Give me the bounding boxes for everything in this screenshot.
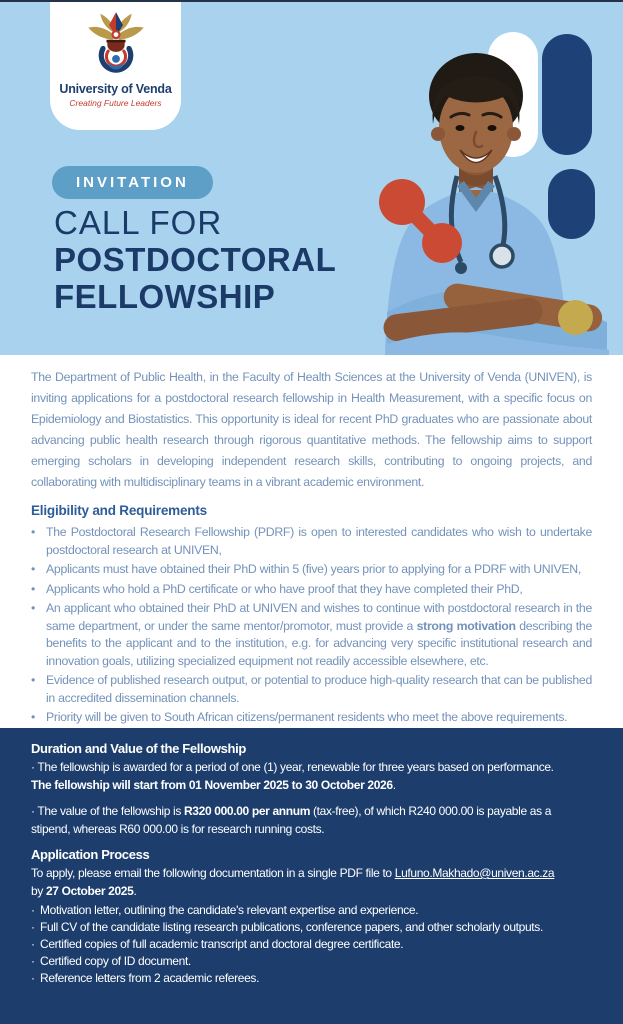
application-document-item (31, 936, 592, 953)
duration-award-line: · The fellowship is awarded for a period of one (1) year, renewable for three years based on performance. (31, 760, 554, 774)
gold-dot-shape (558, 300, 593, 335)
application-email-link[interactable]: Lufuno.Makhado@univen.ac.za (394, 866, 555, 880)
bullet-marker: • (31, 562, 36, 576)
application-intro-pre: To apply, please email the following documentation in a single PDF file to (31, 866, 395, 880)
univen-crest-icon (77, 10, 155, 80)
logo-card (50, 2, 181, 130)
eligibility-heading: Eligibility and Requirements (31, 503, 207, 518)
poster-title (54, 204, 336, 315)
application-document-item (31, 953, 592, 970)
bullet-marker: • (31, 581, 36, 596)
bullet-text-pre: An applicant who obtained their PhD at UNIVEN and wishes to continue with postdoctoral research in the same department, or under the same mentor/promotor, must provide a (46, 601, 592, 633)
strong-motivation-emphasis: strong motivation (416, 618, 516, 633)
application-document-item (31, 970, 592, 987)
deadline-period: . (133, 884, 137, 898)
document-text: Full CV of the candidate listing research publications, conference papers, and other scholarly outputs. (40, 920, 543, 934)
value-line (31, 802, 592, 838)
eligibility-item (31, 672, 592, 707)
title-line-1: CALL FOR (54, 204, 223, 241)
eligibility-item (31, 524, 592, 559)
document-text: Certified copies of full academic transcript and doctoral degree certificate. (40, 937, 404, 951)
eligibility-list (31, 524, 592, 727)
dot-marker: · (31, 954, 35, 968)
application-document-item (31, 919, 592, 936)
bullet-marker: • (31, 710, 36, 724)
document-text: Reference letters from 2 academic referees. (40, 971, 260, 985)
bullet-marker: • (31, 525, 36, 539)
deadline-pre: by (31, 884, 46, 898)
bullet-text: The Postdoctoral Research Fellowship (PDRF) is open to interested candidates who wish to undertake postdoctoral research at UNIVEN, (46, 525, 592, 557)
bullet-marker: • (31, 601, 36, 615)
value-post: (tax-free), of which R240 000.00 is payable as a stipend, whereas R60 000.00 is for research running costs. (31, 804, 552, 836)
bullet-text (46, 600, 592, 670)
title-line-2: POSTDOCTORAL (54, 241, 337, 278)
overview-section (0, 355, 623, 728)
details-section (0, 728, 623, 1024)
application-intro-line (31, 864, 592, 882)
application-deadline-line (31, 882, 592, 900)
dot-marker: · (31, 903, 35, 917)
invitation-badge: INVITATION (52, 166, 213, 199)
application-heading: Application Process (31, 847, 150, 862)
red-molecule-shape (374, 174, 466, 268)
deadline-date-emphasis: 27 October 2025 (45, 884, 134, 898)
title-line-3: FELLOWSHIP (54, 278, 276, 315)
dot-marker: · (31, 937, 35, 951)
dot-marker: · (31, 971, 35, 985)
logo-tagline: Creating Future Leaders (69, 98, 162, 108)
eligibility-item (31, 581, 592, 599)
value-amount-emphasis: R320 000.00 per annum (183, 804, 311, 818)
eligibility-item (31, 600, 592, 670)
logo-institution-name: University of Venda (59, 82, 172, 96)
value-pre: · The value of the fellowship is (31, 804, 184, 818)
application-document-list (31, 902, 592, 987)
start-date-emphasis: The fellowship will start from 01 November 2025 to 30 October 2026 (31, 778, 393, 792)
bullet-text-post: describing the benefits to the applicant and to the institution, e.g. for advancing very specific institutional research and innovation goals, utilizing specialized equipment not readily accessible elsewhere, etc. (46, 618, 592, 668)
start-date-period: . (392, 778, 396, 792)
bullet-text: Priority will be given to South African citizens/permanent residents who meet the above requirements. (46, 710, 568, 724)
hero-section (0, 2, 623, 355)
bullet-text: Evidence of published research output, or potential to produce high-quality research that can be published in accredited dissemination channels. (46, 673, 592, 705)
application-document-item (31, 902, 592, 919)
duration-heading: Duration and Value of the Fellowship (31, 741, 246, 756)
bullet-text: Applicants who hold a PhD certificate or who have proof that they have completed their PhD, (46, 581, 523, 596)
eligibility-item (31, 561, 592, 579)
document-text: Motivation letter, outlining the candidate's relevant expertise and experience. (40, 903, 419, 917)
dot-marker: · (31, 920, 35, 934)
document-text: Certified copy of ID document. (40, 954, 191, 968)
bullet-text: Applicants must have obtained their PhD within 5 (five) years prior to applying for a PDRF with UNIVEN, (46, 562, 581, 576)
bullet-marker: • (31, 673, 36, 687)
intro-paragraph: The Department of Public Health, in the Faculty of Health Sciences at the University of Venda (UNIVEN), is inviting applications for a postdoctoral research fellowship in Health Measurement, with a specific focus on Epidemiology and Biostatistics. This opportunity is ideal for recent PhD graduates who are passionate about advancing public health research through rigorous quantitative methods. The fellowship aims to support emerging scholars in developing independent research skills, contributing to ongoing projects, and collaborating with multidisciplinary teams in a vibrant academic environment. (31, 370, 592, 489)
duration-start-line (31, 776, 592, 794)
eligibility-item (31, 709, 592, 727)
